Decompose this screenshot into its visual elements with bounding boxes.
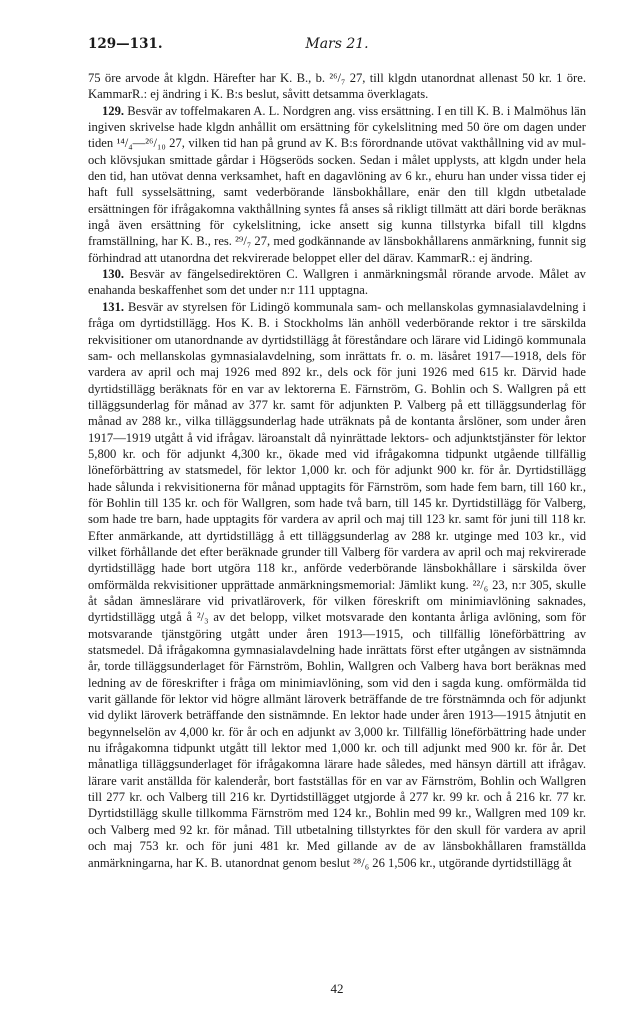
date-title: Mars 21. xyxy=(305,36,369,52)
paragraph-number: 130. xyxy=(102,267,125,282)
document-page xyxy=(88,36,586,996)
section-range: 129—131. xyxy=(88,36,163,52)
paragraph-number: 129. xyxy=(102,103,125,118)
paragraph-text: Besvär av toffelmakaren A. L. Nordgren ang. viss ersättning. I en till K. B. i Malmöhus län ingiven skrivelse hade klgdn anhållit om ersättning för cykelslitning med 50 öre om dagen under tiden ¹⁴/₄—²⁶/₁₀ 27, vilken tid han på grund av K. B:s förordnande utövat vakthållning vid av mul- och klövsjukan smittade gårdar i Högseröds socken. Sedan i målet upplysts, att klgdn under hela den tid, han utövat denna verksamhet, haft en dagavlöning av 6 kr., ehuru han under vissa tider ej haft full sysselsättning, samt vederbörande länsbokhållare, enär den till klgdn utbetalade ersättningen för ifrågakomna vakthållning syntes få anses så rikligt tillmätt att däri borde beräknas ingå även ersättning för cykelslitning, icke ansett sig kunna tillstyrka bifall till klgdns framställning, har K. B., res. ²⁹/₇ 27, med godkännande av länsbokhållarens anmärkning, funnit sig förhindrad att utanordna det rekvirerade beloppet eller del därav. KammarR.: ej ändring. xyxy=(88,103,586,265)
paragraph-text: Besvär av styrelsen för Lidingö kommunala sam- och mellanskolas gymnasialavdelning i fråga om dyrtidstillägg. Hos K. B. i Stockholms län anhöll vederbörande rektor i tre särskilda rekvisitioner om utanordnande av dyrtidstillägg åt föreståndare och lärare vid Lidingö kommunala sam- och mellanskolas gymnasialavdelning, som inrättats fr. o. m. läsåret 1917—1918, dels för vardera av april och maj 1926 med 892 kr., dels ock för juni 1926 med 615 kr. Därvid hade dyrtidstillägg beräknats för en var av lektorerna E. Färnström, G. Bohlin och S. Wallgren på ett tilläggsunderlag för månad av 377 kr. samt för adjunkten P. Valberg på ett tilläggsunderlag för månad av 288 kr., vilka tilläggsunderlag hade uträknats på de kontanta årslöner, som under åren 1917—1919 utgått å vid ifrågav. läroanstalt då nyinrättade lektors- och adjunktstjänster för lektor 5,800 kr. och för adjunkt 4,300 kr., ökade med vid ifrågakomna tidpunkt utgående tillfällig löneförbättring av statsmedel, för lektor 1,000 kr. och för adjunkt 900 kr. för år. Dyrtidstillägg hade sålunda i rekvisitionerna för månad upptagits för Färnström, som hade fem barn, till 160 kr., för Bohlin till 135 kr. och för Wallgren, som hade två barn, till 145 kr. Dyrtidstillägg för Valberg, som hade tre barn, hade upptagits för vardera av april och maj till 123 kr. samt för juni till 118 kr. Efter anmärkande, att dyrtidstillägg å ett tilläggsunderlag av 288 kr. utginge med 103 kr., vid vilket förhållande det efter beräknade grunder till Valberg för vardera av april och maj rekvirerade dyrtidstillägg hade bort utgöra 118 kr., anförde vederbörande länsbokhållare i särskilda över omförmälda rekvisitioner upprättade anmärkningsmemorial: Jämlikt kung. ²²/₆ 23, n:r 305, skulle åt sådan ämneslärare vid privatläroverk, för vilken föreskrift om minimiavlöning saknades, dyrtidstillägg utgå å ²/₃ av det belopp, vilket motsvarade den kontanta årliga avlöning, som för motsvarande tjänstgöring utgått under åren 1913—1915, och tillfällig löneförbättring av statsmedel. Då ifrågakomna gymnasialavdelning hade inrättats först efter utgången av sistnämnda år, torde tilläggsunderlaget för Färnström, Bohlin, Wallgren och Valberg hava bort beräknas med ledning av de föreskrifter i fråga om minimiavlöning, som vid den i sagda kung. omförmälda tid varit gällande för lektor vid högre allmänt läroverk beträffande de tre förstnämnda och för adjunkt vid dylikt läroverk beträffande den sistnämnde. En lektor hade under åren 1913—1915 åtnjutit en begynnelselön av 4,000 kr. för år och en adjunkt av 3,000 kr. Tillfällig löneförbättring hade under nu ifrågakomna tidpunkt utgått till lektor med 1,000 kr. och till adjunkt med 900 kr. för år. Det månatliga tilläggsunderlaget för ifrågakomna lärare hade således, med hänsyn därtill att ifrågav. lärare varit anställda för kalenderår, bort fastställas för en var av Färnström, Bohlin och Wallgren till 277 kr. och Valberg till 216 kr. Dyrtidstillägget utgjorde å 277 kr. 99 kr. och å 216 kr. 77 kr. Dyrtidstillägg skulle tillkomma Färnström med 124 kr., Bohlin med 99 kr., Wallgren med 109 kr. och Valberg med 92 kr. för månad. Till utbetalning tillstyrktes för den skull för vardera av april och maj 753 kr. och för juni 481 kr. Med gillande av de av länsbokhållaren framställda anmärkningarna, har K. B. utanordnat genom beslut ²⁸/₆ 26 1,506 kr., utgörande dyrtidstillägg åt xyxy=(88,299,586,870)
paragraph-number: 131. xyxy=(102,299,125,314)
paragraph-130 xyxy=(88,266,586,299)
body-text xyxy=(88,70,586,871)
paragraph-131 xyxy=(88,299,586,871)
page-number: 42 xyxy=(330,981,344,996)
running-header xyxy=(88,36,586,56)
paragraph-continuation xyxy=(88,70,586,103)
paragraph-text: 75 öre arvode åt klgdn. Härefter har K. B., b. ²⁶/₇ 27, till klgdn utanordnat allenast 50 kr. 1 öre. KammarR.: ej ändring i K. B:s beslut, såvitt detsamma överklagats. xyxy=(88,71,586,102)
paragraph-text: Besvär av fängelsedirektören C. Wallgren i anmärkningsmål rörande arvode. Målet av enahanda beskaffenhet som det under n:r 111 upptagna. xyxy=(88,267,586,298)
paragraph-129 xyxy=(88,103,586,266)
